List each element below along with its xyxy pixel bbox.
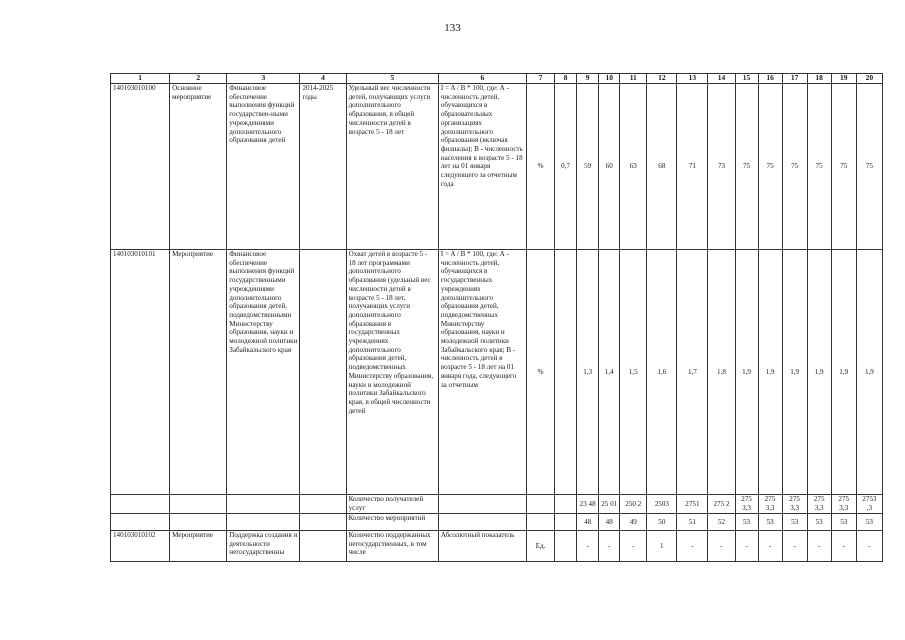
row-code: 140103010101 — [111, 250, 170, 495]
row-value: 1,9 — [735, 250, 758, 495]
row-value: 48 — [577, 514, 599, 531]
col-header: 11 — [620, 74, 647, 84]
row-value: 53 — [758, 514, 782, 531]
row-value: 1,7 — [677, 250, 708, 495]
col-header: 1 — [111, 74, 170, 84]
col-header: 19 — [831, 74, 856, 84]
row-value: 1 — [647, 531, 677, 562]
page-number: 133 — [444, 22, 461, 34]
row-type: Мероприятие — [170, 531, 227, 562]
col-header: 17 — [782, 74, 807, 84]
row-value: 53 — [831, 514, 856, 531]
col-header: 6 — [438, 74, 526, 84]
table-row — [111, 250, 883, 495]
row-indicator: Количество мероприятий — [346, 514, 438, 531]
row-indicator: Охват детей в возрасте 5 - 18 лет программами дополнительного образования (удельный вес численности детей в возрасте 5 - 18 лет, получающих услуги дополнительного образования в государственных учреждениях дополнительного образования детей, подведомственных Министерству образования, науки и молодежной политики Забайкальского края, в общей численности детей — [346, 250, 438, 495]
row-indicator: Количество поддержанных негосударственных, в том числе — [346, 531, 438, 562]
row-value: 75 — [831, 84, 856, 250]
row-value: 60 — [599, 84, 620, 250]
row-value: 53 — [856, 514, 882, 531]
row-value: 53 — [735, 514, 758, 531]
col-header: 5 — [346, 74, 438, 84]
col-header: 3 — [227, 74, 300, 84]
row-value: - — [620, 531, 647, 562]
row-code: 140103010102 — [111, 531, 170, 562]
col-header: 12 — [647, 74, 677, 84]
row-value: - — [577, 531, 599, 562]
row-base: 0,7 — [555, 84, 577, 250]
table-row — [111, 84, 883, 250]
row-value: 275 2 — [708, 495, 735, 514]
row-unit: Ед. — [527, 531, 555, 562]
row-value: 275 3,3 — [782, 495, 807, 514]
row-code: 140103010100 — [111, 84, 170, 250]
row-value: - — [831, 531, 856, 562]
row-value: 2503 — [647, 495, 677, 514]
row-value: 275 3,3 — [735, 495, 758, 514]
row-value: 1,9 — [758, 250, 782, 495]
row-indicator: Количество получателей услуг — [346, 495, 438, 514]
row-type: Основное мероприятие — [170, 84, 227, 250]
row-value: - — [708, 531, 735, 562]
col-header: 18 — [807, 74, 831, 84]
row-indicator: Удельный вес численности детей, получающих услуги дополнительного образования, в общей численности детей в возрасте 5 - 18 лет — [346, 84, 438, 250]
col-header: 14 — [708, 74, 735, 84]
row-value: 1,9 — [807, 250, 831, 495]
row-value: 52 — [708, 514, 735, 531]
row-unit: % — [527, 84, 555, 250]
col-header: 2 — [170, 74, 227, 84]
row-value: 75 — [735, 84, 758, 250]
header-row — [111, 74, 883, 84]
row-value: 1,3 — [577, 250, 599, 495]
table-row — [111, 495, 883, 514]
row-name: Поддержка создания и деятельности негосударственны — [227, 531, 300, 562]
row-value: 25 01 — [599, 495, 620, 514]
row-value: 1,4 — [599, 250, 620, 495]
row-value: 2751 — [677, 495, 708, 514]
row-value: 275 3,3 — [758, 495, 782, 514]
row-value: 2753 ,3 — [856, 495, 882, 514]
row-value: - — [677, 531, 708, 562]
row-value: 23 48 — [577, 495, 599, 514]
row-value: 75 — [758, 84, 782, 250]
row-value: 71 — [677, 84, 708, 250]
row-value: 75 — [807, 84, 831, 250]
row-value: 1,8 — [708, 250, 735, 495]
row-value: 49 — [620, 514, 647, 531]
row-value: 53 — [807, 514, 831, 531]
row-formula: Абсолютный показатель — [438, 531, 526, 562]
row-value: 59 — [577, 84, 599, 250]
row-name: Финансовое обеспечение выполнения функций государственными учреждениями дополнительного образования детей, подведомственными Министерству образования, науки и молодежной политики Забайкальского края — [227, 250, 300, 495]
row-value: 75 — [782, 84, 807, 250]
row-value: 75 — [856, 84, 882, 250]
col-header: 8 — [555, 74, 577, 84]
col-header: 20 — [856, 74, 882, 84]
row-value: - — [782, 531, 807, 562]
row-unit: % — [527, 250, 555, 495]
col-header: 10 — [599, 74, 620, 84]
row-formula: I = A / B * 100, где: А - численность детей, обучающихся в образовательных организациях дополнительного образования (включая филиалы); В - численность населения в возрасте 5 - 18 лет на 01 января следующего за отчетным года — [438, 84, 526, 250]
col-header: 7 — [527, 74, 555, 84]
col-header: 16 — [758, 74, 782, 84]
row-period: 2014-2025 годы — [300, 84, 346, 250]
row-base — [555, 250, 577, 495]
row-value: 250 2 — [620, 495, 647, 514]
col-header: 4 — [300, 74, 346, 84]
row-formula: I = A / B * 100, где: А - численность детей, обучающихся в государственных учреждениях дополнительного образования детей, подведомственных Министерству образования, науки и молодежной политики Забайкальского края; В - численность детей в возрасте 5 - 18 лет на 01 января года, следующего за отчетным — [438, 250, 526, 495]
col-header: 15 — [735, 74, 758, 84]
row-name: Финансовое обеспечение выполнения функций государствен-ными учреждениями дополнительного образования детей — [227, 84, 300, 250]
row-value: 1,6 — [647, 250, 677, 495]
row-value: 63 — [620, 84, 647, 250]
row-value: - — [758, 531, 782, 562]
table-row — [111, 514, 883, 531]
row-value: 73 — [708, 84, 735, 250]
row-value: 275 3,3 — [807, 495, 831, 514]
row-value: - — [735, 531, 758, 562]
row-value: 1,9 — [856, 250, 882, 495]
row-value: 53 — [782, 514, 807, 531]
row-type: Мероприятие — [170, 250, 227, 495]
indicator-table — [110, 73, 883, 562]
row-value: 50 — [647, 514, 677, 531]
col-header: 9 — [577, 74, 599, 84]
row-value: 51 — [677, 514, 708, 531]
table-row — [111, 531, 883, 562]
row-value: - — [856, 531, 882, 562]
row-value: - — [599, 531, 620, 562]
row-value: 1,9 — [782, 250, 807, 495]
row-value: 68 — [647, 84, 677, 250]
row-value: 1,5 — [620, 250, 647, 495]
row-period — [300, 250, 346, 495]
col-header: 13 — [677, 74, 708, 84]
row-value: 275 3,3 — [831, 495, 856, 514]
row-value: - — [807, 531, 831, 562]
row-value: 1,9 — [831, 250, 856, 495]
row-value: 48 — [599, 514, 620, 531]
